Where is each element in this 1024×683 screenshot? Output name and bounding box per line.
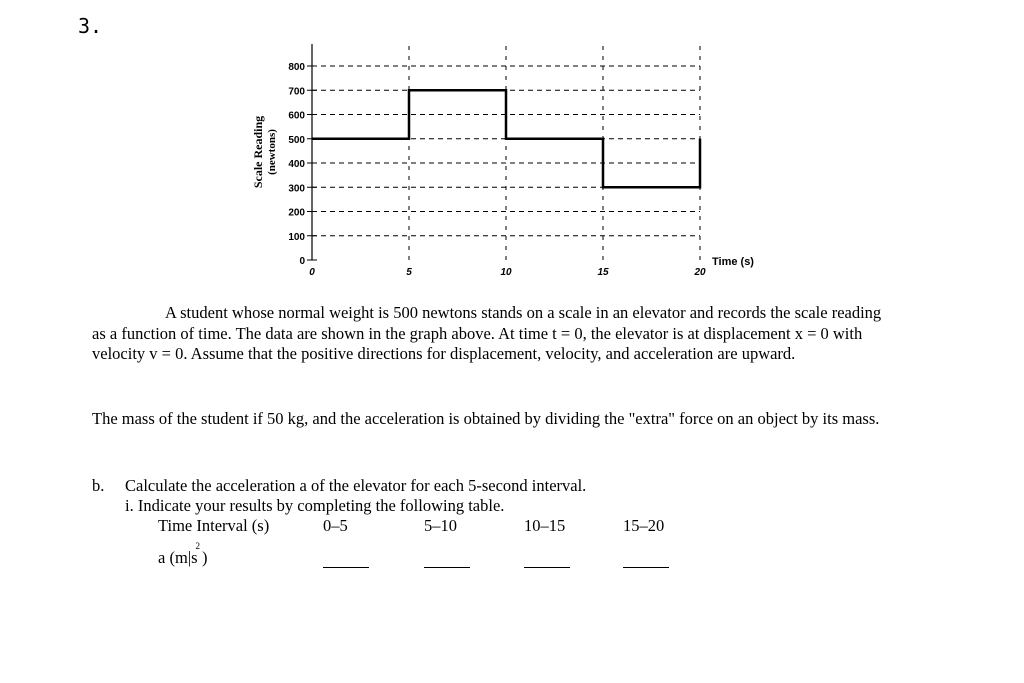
answer-blank-15-20[interactable] [623,567,669,568]
y-tick-label-0: 0 [299,256,305,267]
y-tick-label-200: 200 [288,207,305,219]
scale-reading-series [312,90,700,187]
y-tick-label-700: 700 [288,86,305,98]
y-tick-label-500: 500 [288,134,305,146]
x-tick-label-15: 15 [597,267,609,278]
y-tick-label-800: 800 [288,62,305,73]
y-axis-label-line1: Scale Reading [251,115,265,189]
x-tick-label-20: 20 [694,267,706,278]
y-tick-label-600: 600 [288,110,305,122]
problem-paragraph-1: A student whose normal weight is 500 newtons stands on a scale in an elevator and records the scale reading as a function of time. The data are shown in the graph above. At time t = 0, the elevator is at displacement x = 0 with velocity v = 0. Assume that the positive directions for displacement, velocity, and acceleration are upward. [92,303,882,363]
table-interval-2: 10–15 [524,516,566,535]
y-axis-label-line2: (newtons) [266,129,278,175]
x-tick-label-5: 5 [406,267,412,278]
part-b-subquestion-i: i. Indicate your results by completing the following table. [125,496,505,515]
answer-blank-10-15[interactable] [524,567,570,568]
table-interval-3: 15–20 [623,516,665,535]
part-b-text: Calculate the acceleration a of the elevator for each 5-second interval. [125,476,587,495]
table-row-label-time: Time Interval (s) [158,516,270,535]
answer-blank-0-5[interactable] [323,567,369,568]
answer-blank-5-10[interactable] [424,567,470,568]
y-tick-label-100: 100 [288,231,305,243]
x-tick-labels [309,267,706,278]
table-interval-0: 0–5 [323,516,348,535]
x-axis-label: Time (s) [712,256,754,268]
table-row-label-acceleration: a $(m|s^2)$ [158,540,208,567]
x-tick-label-10: 10 [500,267,512,278]
part-b-letter: b. [92,476,105,495]
scale-reading-chart [0,0,1024,290]
problem-paragraph-2: The mass of the student if 50 kg, and the acceleration is obtained by dividing the "extra" force on an object by its mass. [92,409,880,428]
table-interval-1: 5–10 [424,516,457,535]
question-number: 3. [78,14,103,38]
chart-axes [307,44,317,260]
chart-grid [312,46,700,260]
x-tick-label-0: 0 [309,267,315,278]
y-tick-label-400: 400 [288,159,305,170]
y-tick-label-300: 300 [288,183,305,195]
y-tick-labels [288,62,305,267]
